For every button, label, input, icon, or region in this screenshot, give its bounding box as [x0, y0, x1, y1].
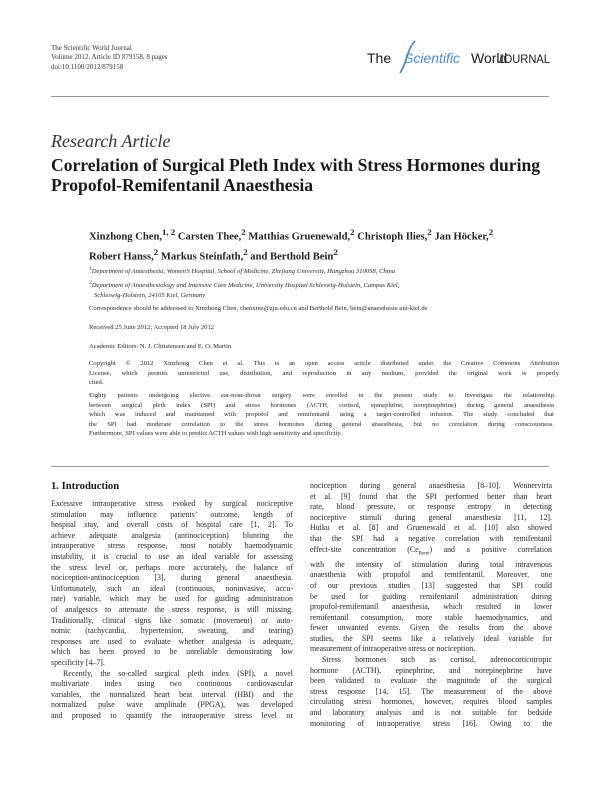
title-line: Correlation of Surgical Pleth Index with Stress Hormones during [51, 155, 541, 175]
body-line: hospital stay, and overall costs of hospital care [1, 2]. To [51, 520, 293, 530]
body-line: monitoring of intraoperative stress [16]. Owing to the [310, 718, 552, 728]
body-line: remifentanil consumption, more stable haemodynamics, and [310, 612, 552, 622]
author-affil-sup: 2 [427, 227, 432, 237]
body-line: variables, the normalized heart beat interval (HBI) and the [51, 689, 293, 699]
copyright-line: Copyright © 2012 Xinzhong Chen et al. This is an open access article distributed under the Creative Commons Attribution [89, 360, 559, 367]
body-line: nociception-antinociception [3], during general anaesthesia. [51, 573, 293, 583]
header-divider [51, 96, 549, 97]
affil-text: Department of Anaesthesiology and Intensive Care Medicine, University Hospital Schleswig-Holstein, Campus Kiel, [91, 281, 400, 289]
body-line: achieve adequate analgesia (antinociception) blunting the [51, 530, 293, 540]
body-text: ) and a positive correlation [429, 544, 552, 554]
body-line: specificity [4–7]. [51, 657, 105, 667]
affiliation [89, 264, 559, 278]
affil-sup: 2 [89, 279, 92, 286]
body-line: Recently, the so-called surgical pleth index (SPI), a novel [63, 668, 293, 678]
title-line: Propofol-Remifentanil Anaesthesia [51, 175, 314, 195]
copyright-line: cited. [89, 379, 104, 387]
abstract [89, 391, 554, 439]
received-date: Received 25 June 2012; Accepted 18 July 2012 [89, 324, 215, 331]
article-type: Research Article [51, 131, 171, 151]
author-affil-sup: 2 [333, 247, 338, 258]
correspondence: Correspondence should be addressed to Xinzhong Chen, chenxinz@zju.edu.cn and Berthold Bein, bein@anaesthesie.uni-kiel.de [89, 305, 428, 312]
abstract-divider [51, 466, 549, 467]
author-name: Carsten Thee, [175, 231, 242, 243]
body-line: that the SPI had a negative correlation with remifentanil [310, 533, 552, 543]
body-line: which has been proved to be unreliable demonstrating low [51, 647, 293, 657]
body-line: studies, the SPI seems like a relatively ideal variable for [310, 633, 552, 643]
body-line: Excessive intraoperative stress evoked by surgical nociceptive [51, 499, 293, 508]
body-line [310, 545, 552, 560]
author-list [89, 225, 549, 265]
body-line: of analgesics to attenuate the stress response, is still missing. [51, 604, 293, 614]
academic-editors: Academic Editors: N. J. Christensen and E. O. Martin [89, 343, 232, 350]
author-name: Jan Höcker, [431, 231, 489, 243]
body-line: and laboratory analysis and is not suitable for bedside [310, 708, 552, 718]
body-line: et al. [9] found that the SPI performed better than heart [310, 491, 552, 501]
logo-journal: JOURNAL [498, 52, 551, 66]
body-line: been validated to evaluate the magnitude of the surgical [310, 676, 552, 686]
body-line: responses are used to evaluate whether analgesia is adequate, [51, 636, 293, 646]
logo-scientific: Scientific [404, 50, 461, 66]
author-affil-sup: 2 [488, 227, 494, 237]
body-line: intraoperative stress response, most notably haemodynamic [51, 541, 293, 551]
body-line: stimulation may influence patients’ outcome, length of [51, 509, 293, 519]
abstract-line: the SPI had moderate correlation to the stress hormones during general anaesthesia, but no correlation during consciousness. [89, 420, 554, 428]
ce-subscript: Remi [418, 551, 430, 557]
body-line: nociception during general anaesthesia [8–10]. Wennervirta [310, 481, 552, 490]
journal-info [51, 44, 168, 72]
body-line: the stress level or, perhaps more accurately, the balance of [51, 562, 293, 572]
body-line: Huiku et al. [8] and Gruenewald et al. [10] also showed [310, 523, 552, 533]
affil-sup: 1 [89, 266, 92, 272]
author-name: Matthias Gruenewald, [245, 231, 351, 243]
body-line: measurement of intraoperative stress or nociception. [310, 644, 476, 654]
body-line: circulating stress hormones, however, requires blood samples [310, 697, 552, 707]
body-line: instability, it is crucial to use an ideal variable for assessing [51, 551, 293, 561]
author-affil-sup: 2 [243, 247, 248, 258]
copyright-line: License, which permits unrestricted use, distribution, and reproduction in any medium, provided the original work is properly [89, 369, 559, 377]
article-title [51, 155, 556, 195]
left-column [51, 499, 293, 721]
abstract-line: which was induced and maintained with propofol and remifentanil using a target-controlled infusion. The study concluded that [89, 411, 554, 419]
journal-name: The Scientific World Journal [51, 44, 132, 52]
body-line: rate, blood pressure, or response entropy in detecting [310, 502, 552, 512]
author-name: Christoph Ilies, [354, 231, 428, 243]
section-heading: 1. Introduction [51, 481, 120, 492]
body-line: rate) variable, which may be used for guiding administration [51, 594, 293, 604]
body-line: nociceptive stimuli during general anaesthesia [11, 12]. [310, 512, 552, 522]
right-column [310, 481, 552, 729]
logo-world: World [471, 50, 508, 66]
body-line: normalized pulse wave amplitude (PPGA), was developed [51, 700, 293, 710]
body-line: and proposed to quantify the intraoperative stress level or [51, 710, 293, 720]
author-name: Robert Hanss, [89, 251, 154, 263]
copyright [89, 359, 559, 388]
body-line: Traditionally, clinical signs like somatic (movement) or auto- [51, 615, 293, 625]
logo-the: The [367, 50, 392, 66]
author-affil-sup: 2 [153, 247, 159, 258]
abstract-line: Furthermore, SPI values were able to predict ACTH values with high sensitivity and specificity. [89, 430, 342, 438]
body-line: propofol-remifentanil anaesthesia, which resulted in lower [310, 602, 552, 612]
body-line: stress response [14, 15]. The measurement of the above [310, 686, 552, 696]
body-line: be used for guiding remifentanil administration during [310, 591, 552, 601]
author-name: and Berthold Bein [247, 251, 334, 263]
body-line: hormone (ACTH), epinephrine, and norepinephrine have [310, 665, 552, 675]
author-affil-sup: 1, 2 [162, 227, 176, 237]
author-name: Xinzhong Chen, [89, 231, 162, 243]
author-affil-sup: 2 [241, 227, 246, 237]
body-text: effect-site concentration (Ce [310, 544, 419, 554]
affil-text: Schleswig-Holstein, 24105 Kiel, Germany [94, 291, 206, 299]
body-line: Stress hormones such as cortisol, adrenocorticotropic [322, 655, 552, 665]
abstract-line: between surgical pleth index (SPI) and stress hormones (ACTH, cortisol, epinephrine, norepinephrine) during general anaesthesia [89, 401, 554, 409]
journal-doi: doi:10.1100/2012/879158 [51, 62, 124, 71]
body-line: nomic (tachycardia, hypertension, sweating, and tearing) [51, 626, 293, 636]
author-affil-sup: 2 [350, 227, 355, 237]
body-line: multivariate index using two continuous cardiovascular [51, 679, 293, 689]
journal-volume: Volume 2012, Article ID 879158, 8 pages [51, 53, 168, 62]
affiliations [89, 264, 559, 301]
affil-text: Department of Anaesthesia, Women’s Hospital, School of Medicine, Zhejiang University, Hangzhou 310058, China [91, 268, 396, 276]
journal-logo [367, 39, 552, 75]
abstract-line: Eighty patients undergoing elective ear-nose-throat surgery were enrolled in the present study to investigate the relationship [89, 392, 554, 399]
body-line: with the intensity of stimulation during total intravenous [310, 559, 552, 569]
body-line: of our previous studies [13] suggested that SPI could [310, 580, 552, 590]
body-line: anaesthesia with propofol and remifentanil. Moreover, one [310, 570, 552, 580]
body-line: fewer unwanted events. Given the results from the above [310, 623, 552, 633]
body-line: Unfortunately, such an ideal (continuous, noninvasive, accu- [51, 583, 293, 593]
author-name: Markus Steinfath, [158, 251, 244, 263]
